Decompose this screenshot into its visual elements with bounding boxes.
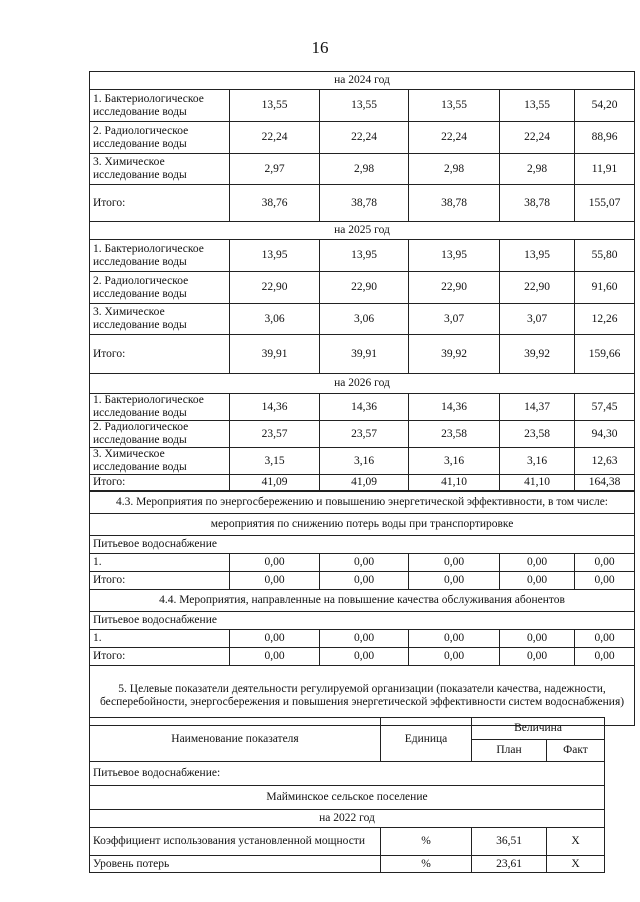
value-cell: 0,00 [230,648,320,666]
value-cell: 22,24 [320,122,409,154]
value-cell: 12,26 [575,304,635,335]
year-header: на 2024 год [90,72,635,90]
value-cell: 14,36 [320,394,409,421]
indicator-year: на 2022 год [90,810,605,828]
row-name: 2. Радиологическое исследование воды [90,421,230,448]
value-cell: 0,00 [409,630,500,648]
section-4-4-title: 4.4. Мероприятия, направленные на повышение качества обслуживания абонентов [90,590,635,612]
value-cell: 55,80 [575,240,635,272]
value-cell: 159,66 [575,335,635,374]
value-cell: 0,00 [320,648,409,666]
row-name: Итого: [90,572,230,590]
table-row [90,448,635,475]
value-cell: 3,15 [230,448,320,475]
value-cell: 22,90 [409,272,500,304]
section-4-3-category: Питьевое водоснабжение [90,536,635,554]
value-cell: 2,97 [230,154,320,185]
value-cell: 13,55 [409,90,500,122]
value-cell: 2,98 [320,154,409,185]
value-cell: 0,00 [230,572,320,590]
year-header: на 2025 год [90,222,635,240]
row-name: 1. [90,630,230,648]
value-cell: 0,00 [409,554,500,572]
value-cell: 3,07 [409,304,500,335]
value-cell: 22,90 [500,272,575,304]
indicator-name: Коэффициент использования установленной мощности [90,828,381,856]
table-row [90,475,635,491]
table-row [90,648,635,666]
value-cell: 0,00 [575,572,635,590]
table-row [90,122,635,154]
indicator-plan: 23,61 [472,856,547,873]
indicator-unit: % [381,828,472,856]
table-row [90,421,635,448]
value-cell: 13,95 [409,240,500,272]
value-cell: 2,98 [500,154,575,185]
indicator-category: Питьевое водоснабжение: [90,762,605,786]
value-cell: 38,78 [320,185,409,222]
indicator-fact: Х [547,856,605,873]
value-cell: 12,63 [575,448,635,475]
section-4-3-subtitle: мероприятия по снижению потерь воды при транспортировке [90,514,635,536]
value-cell: 38,76 [230,185,320,222]
value-cell: 22,90 [230,272,320,304]
value-cell: 14,37 [500,394,575,421]
row-name: 1. Бактериологическое исследование воды [90,90,230,122]
value-cell: 13,55 [230,90,320,122]
value-cell: 22,24 [230,122,320,154]
value-cell: 0,00 [575,554,635,572]
value-cell: 0,00 [409,648,500,666]
table-row [90,554,635,572]
section-4-3-title: 4.3. Мероприятия по энергосбережению и повышению энергетической эффективности, в том числе: [90,492,635,514]
value-cell: 88,96 [575,122,635,154]
value-cell: 0,00 [230,630,320,648]
target-indicators-table [89,717,605,873]
header-indicator-name: Наименование показателя [90,718,381,762]
value-cell: 23,58 [409,421,500,448]
row-name: 3. Химическое исследование воды [90,304,230,335]
value-cell: 13,95 [500,240,575,272]
value-cell: 13,55 [320,90,409,122]
value-cell: 14,36 [409,394,500,421]
value-cell: 13,55 [500,90,575,122]
value-cell: 3,07 [500,304,575,335]
settlement-name: Майминское сельское поселение [90,786,605,810]
row-name: 2. Радиологическое исследование воды [90,272,230,304]
analysis-cost-table [89,71,635,491]
table-row [90,335,635,374]
value-cell: 155,07 [575,185,635,222]
value-cell: 41,10 [500,475,575,491]
value-cell: 91,60 [575,272,635,304]
year-header: на 2026 год [90,374,635,394]
value-cell: 164,38 [575,475,635,491]
header-unit: Единица [381,718,472,762]
value-cell: 23,58 [500,421,575,448]
row-name: 2. Радиологическое исследование воды [90,122,230,154]
section-4-4-category: Питьевое водоснабжение [90,612,635,630]
row-name: 3. Химическое исследование воды [90,448,230,475]
value-cell: 3,16 [320,448,409,475]
value-cell: 0,00 [230,554,320,572]
value-cell: 3,16 [409,448,500,475]
table-row [90,240,635,272]
value-cell: 2,98 [409,154,500,185]
value-cell: 39,92 [500,335,575,374]
header-value: Величина [472,718,605,740]
value-cell: 0,00 [320,630,409,648]
table-row [90,185,635,222]
value-cell: 3,06 [320,304,409,335]
value-cell: 0,00 [500,572,575,590]
value-cell: 57,45 [575,394,635,421]
value-cell: 13,95 [320,240,409,272]
table-row [90,630,635,648]
value-cell: 14,36 [230,394,320,421]
value-cell: 22,90 [320,272,409,304]
value-cell: 0,00 [575,630,635,648]
measures-table [89,491,635,726]
value-cell: 54,20 [575,90,635,122]
value-cell: 23,57 [230,421,320,448]
value-cell: 39,92 [409,335,500,374]
row-name: 1. Бактериологическое исследование воды [90,394,230,421]
value-cell: 38,78 [500,185,575,222]
value-cell: 38,78 [409,185,500,222]
row-name: Итого: [90,335,230,374]
row-name: 1. Бактериологическое исследование воды [90,240,230,272]
value-cell: 0,00 [575,648,635,666]
value-cell: 13,95 [230,240,320,272]
row-name: 3. Химическое исследование воды [90,154,230,185]
value-cell: 41,09 [230,475,320,491]
value-cell: 39,91 [320,335,409,374]
table-row [90,304,635,335]
row-name: Итого: [90,648,230,666]
header-plan: План [472,740,547,762]
value-cell: 22,24 [500,122,575,154]
table-row [90,272,635,304]
value-cell: 41,10 [409,475,500,491]
table-row [90,90,635,122]
value-cell: 41,09 [320,475,409,491]
value-cell: 23,57 [320,421,409,448]
table-row [90,394,635,421]
value-cell: 39,91 [230,335,320,374]
table-row [90,572,635,590]
row-name: Итого: [90,475,230,491]
indicator-name: Уровень потерь [90,856,381,873]
value-cell: 0,00 [320,554,409,572]
value-cell: 22,24 [409,122,500,154]
indicator-fact: Х [547,828,605,856]
table-row [90,856,605,873]
value-cell: 94,30 [575,421,635,448]
value-cell: 0,00 [320,572,409,590]
section-5-title: 5. Целевые показатели деятельности регулируемой организации (показатели качества, надежности, бесперебойности, энергосбережения и повышения энергетической эффективности систем водоснабжения) [90,666,635,726]
page-number: 16 [311,38,329,57]
value-cell: 0,00 [500,630,575,648]
table-row [90,154,635,185]
table-row [90,828,605,856]
indicator-unit: % [381,856,472,873]
value-cell: 3,06 [230,304,320,335]
indicator-plan: 36,51 [472,828,547,856]
value-cell: 11,91 [575,154,635,185]
header-fact: Факт [547,740,605,762]
row-name: 1. [90,554,230,572]
value-cell: 0,00 [409,572,500,590]
value-cell: 0,00 [500,648,575,666]
value-cell: 0,00 [500,554,575,572]
value-cell: 3,16 [500,448,575,475]
row-name: Итого: [90,185,230,222]
